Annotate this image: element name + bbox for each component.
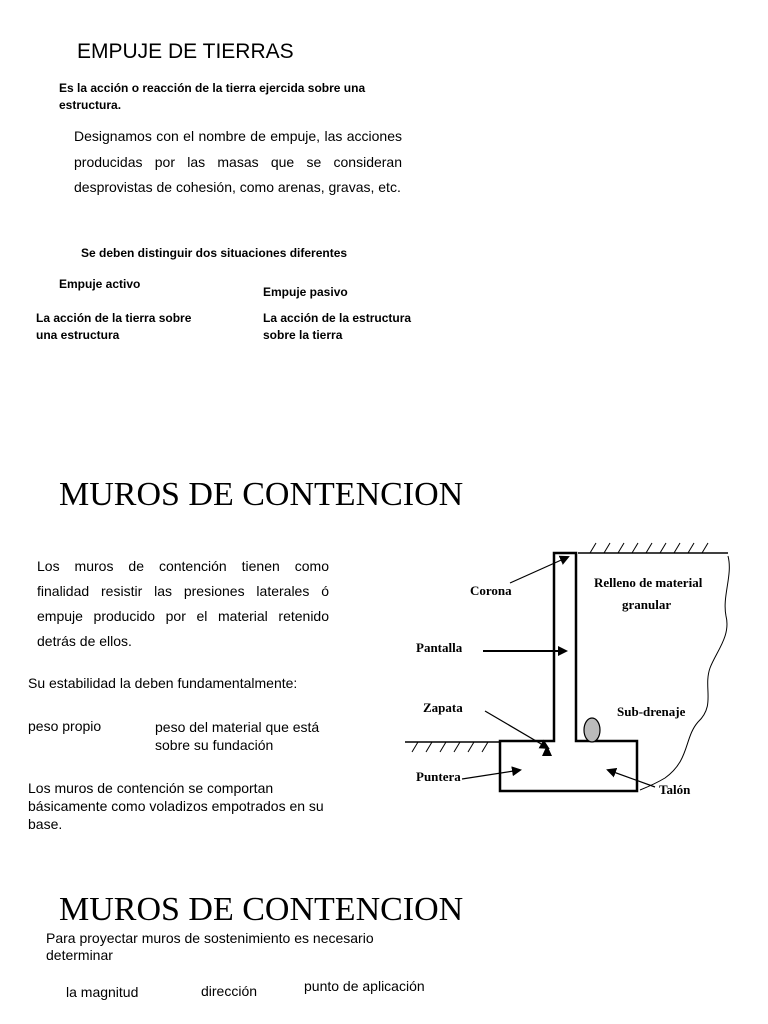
label-zapata: Zapata xyxy=(423,700,463,715)
active-thrust-title: Empuje activo xyxy=(59,277,141,291)
section-title-muros-2: MUROS DE CONTENCION xyxy=(59,891,464,928)
section-title-muros: MUROS DE CONTENCION xyxy=(59,476,464,513)
front-ground-hatching xyxy=(412,742,488,752)
item-application-point: punto de aplicación xyxy=(304,978,425,994)
retaining-wall-diagram xyxy=(400,540,740,805)
section-title-empuje: EMPUJE DE TIERRAS xyxy=(77,40,294,63)
label-talon: Talón xyxy=(659,782,691,797)
soil-boundary xyxy=(640,556,729,790)
label-pantalla: Pantalla xyxy=(416,640,463,655)
label-relleno-1: Relleno de material xyxy=(594,575,703,590)
empuje-definition: Es la acción o reacción de la tierra ejercida sobre una estructura. xyxy=(59,81,366,112)
empuje-paragraph: Designamos con el nombre de empuje, las acciones producidas por las masas que se consideran desprovistas de cohesión, como arenas, gravas, etc. xyxy=(74,128,402,195)
distinguish-heading: Se deben distinguir dos situaciones diferentes xyxy=(81,246,348,260)
project-paragraph: Para proyectar muros de sostenimiento es necesario determinar xyxy=(46,930,374,963)
item-magnitude: la magnitud xyxy=(66,984,139,1000)
factor-own-weight: peso propio xyxy=(28,718,102,734)
muros-paragraph: Los muros de contención tienen como finalidad resistir las presiones laterales ó empuje producido por el material retenido detrás de ellos. xyxy=(37,558,329,649)
behavior-text: Los muros de contención se comportan básicamente como voladizos empotrados en su base. xyxy=(28,780,324,832)
label-corona: Corona xyxy=(470,583,512,598)
stability-text: Su estabilidad la deben fundamentalmente: xyxy=(28,675,298,691)
active-thrust-description: La acción de la tierra sobre una estructura xyxy=(36,311,192,342)
factor-material-weight: peso del material que está sobre su fundación xyxy=(155,719,320,753)
passive-thrust-description: La acción de la estructura sobre la tierra xyxy=(263,311,412,342)
label-puntera: Puntera xyxy=(416,769,461,784)
item-direction: dirección xyxy=(201,983,258,999)
backfill-hatching xyxy=(590,543,708,553)
label-subdrenaje: Sub-drenaje xyxy=(617,704,686,719)
label-relleno-2: granular xyxy=(622,597,672,612)
passive-thrust-title: Empuje pasivo xyxy=(263,285,348,299)
subdrain-shape xyxy=(584,718,600,742)
